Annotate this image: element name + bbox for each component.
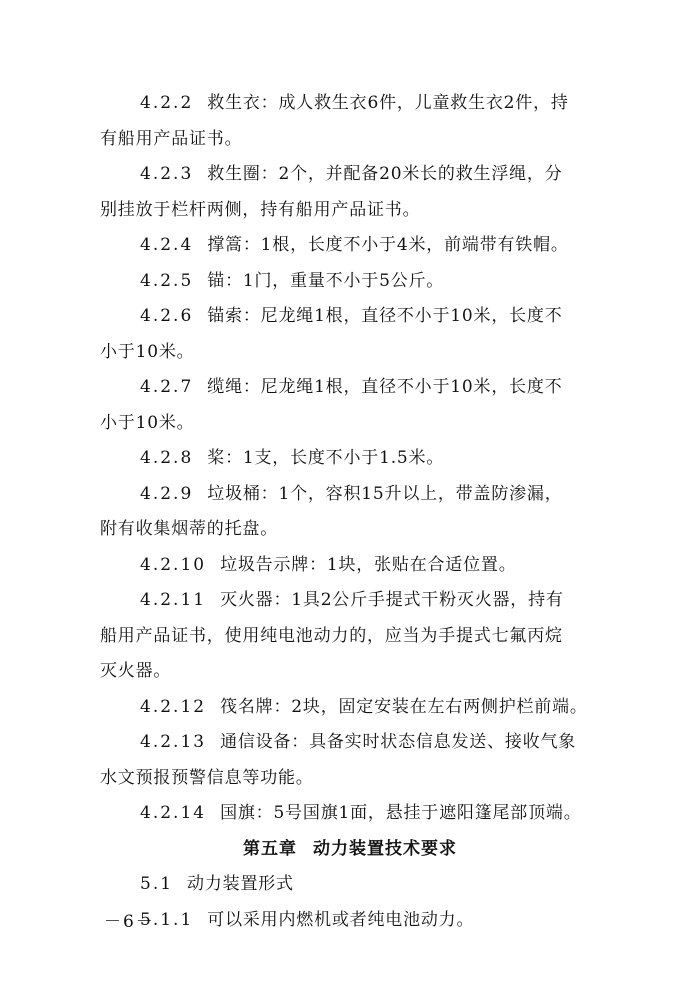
clause-number: 4.2.9 (140, 483, 194, 504)
clause-number: 4.2.3 (140, 164, 194, 184)
clause-number: 4.2.5 (140, 270, 194, 291)
list-item (100, 725, 600, 761)
clause-text: 小于10米。 (100, 412, 195, 433)
chapter-title: 动力装置技术要求 (313, 838, 457, 859)
clause-text: 可以采用内燃机或者纯电池动力。 (207, 909, 475, 930)
list-item (100, 264, 600, 300)
clause-number: 4.2.7 (140, 377, 194, 397)
clause-text: 有船用产品证书。 (100, 128, 243, 149)
clause-text: 垃圾告示牌：1块，张贴在合适位置。 (220, 554, 517, 575)
clause-number: 4.2.14 (140, 803, 207, 823)
clause-number: 4.2.11 (140, 590, 207, 610)
clause-text: 水文预报预警信息等功能。 (100, 767, 314, 788)
clause-text: 通信设备：具备实时状态信息发送、接收气象 (220, 732, 577, 752)
clause-text: 动力装置形式 (187, 874, 294, 894)
section-heading (100, 867, 600, 903)
list-item (100, 583, 600, 619)
list-item (100, 441, 600, 477)
list-item-continuation (100, 122, 600, 158)
chapter-heading (100, 832, 600, 868)
list-item (100, 548, 600, 584)
clause-number: 4.2.13 (140, 732, 207, 752)
clause-number: 4.2.8 (140, 448, 194, 468)
clause-text: 垃圾桶：1个，容积15升以上，带盖防渗漏， (207, 483, 563, 504)
list-item (100, 690, 600, 726)
clause-text: 小于10米。 (100, 341, 195, 362)
list-item (100, 228, 600, 264)
clause-text: 别挂放于栏杆两侧，持有船用产品证书。 (100, 199, 421, 220)
clause-number: 4.2.2 (140, 93, 194, 113)
clause-text: 船用产品证书，使用纯电池动力的，应当为手提式七氟丙烷 (100, 625, 563, 646)
list-item-continuation (100, 761, 600, 797)
list-item (100, 903, 600, 939)
list-item-continuation (100, 193, 600, 229)
clause-text: 救生圈：2个，并配备20米长的救生浮绳，分 (207, 164, 563, 184)
clause-text: 灭火器。 (100, 661, 172, 681)
list-item-continuation (100, 619, 600, 655)
list-item (100, 86, 600, 122)
list-item-continuation (100, 406, 600, 442)
clause-text: 灭火器：1具2公斤手提式干粉灭火器，持有 (220, 590, 564, 610)
clause-text: 撑篙：1根，长度不小于4米，前端带有铁帽。 (207, 235, 569, 255)
list-item (100, 477, 600, 513)
clause-number: 5.1.1 (140, 909, 194, 930)
clause-text: 锚：1门，重量不小于5公斤。 (207, 270, 445, 291)
document-body (100, 86, 600, 938)
list-item-continuation (100, 335, 600, 371)
list-item-continuation (100, 512, 600, 548)
clause-text: 锚索：尼龙绳1根，直径不小于10米，长度不 (207, 306, 563, 326)
clause-text: 附有收集烟蒂的托盘。 (100, 519, 278, 539)
clause-number: 5.1 (140, 874, 174, 894)
list-item-continuation (100, 654, 600, 690)
clause-text: 救生衣：成人救生衣6件，儿童救生衣2件，持 (207, 93, 569, 113)
list-item (100, 796, 600, 832)
list-item (100, 157, 600, 193)
list-item (100, 299, 600, 335)
page-number: －6－ (104, 912, 155, 932)
clause-text: 筏名牌：2块，固定安装在左右两侧护栏前端。 (220, 696, 588, 717)
chapter-label: 第五章 (243, 838, 297, 859)
clause-number: 4.2.10 (140, 554, 207, 575)
clause-number: 4.2.12 (140, 696, 207, 717)
clause-number: 4.2.4 (140, 235, 194, 255)
clause-text: 缆绳：尼龙绳1根，直径不小于10米，长度不 (207, 377, 563, 397)
clause-number: 4.2.6 (140, 306, 194, 326)
list-item (100, 370, 600, 406)
clause-text: 桨：1支，长度不小于1.5米。 (207, 448, 445, 468)
clause-text: 国旗：5号国旗1面，悬挂于遮阳篷尾部顶端。 (220, 803, 582, 823)
